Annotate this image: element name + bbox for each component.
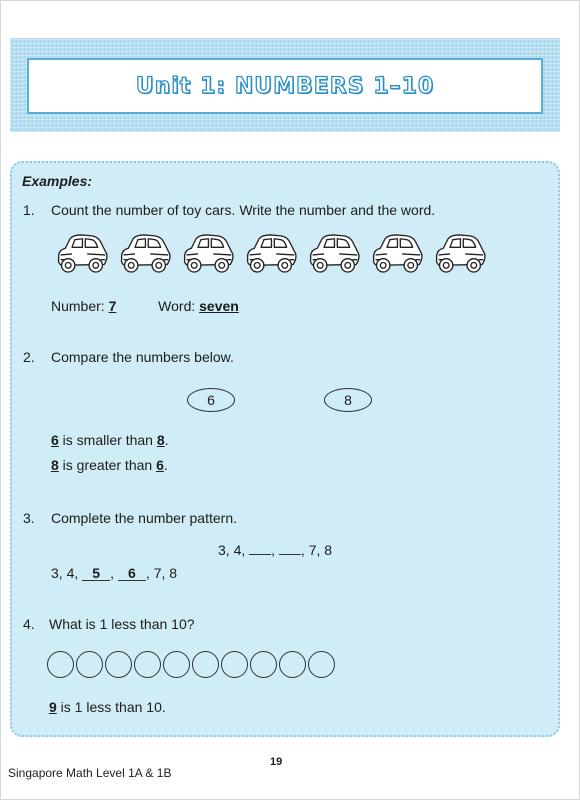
pattern-answer: 3, 4, 5 , 6 , 7, 8 — [51, 565, 178, 581]
compare-1-period: . — [164, 432, 169, 448]
number-label: Number: — [51, 298, 105, 314]
counting-circle — [163, 651, 190, 678]
q1-answer-line — [51, 299, 239, 313]
question-4-number: 4. — [23, 616, 35, 632]
number-oval-right: 8 — [324, 388, 372, 412]
question-4-text: What is 1 less than 10? — [49, 616, 195, 632]
toy-cars-row — [53, 230, 488, 278]
pattern-blank-2 — [279, 542, 301, 555]
question-1-number: 1. — [23, 202, 35, 218]
q4-answer-text: is 1 less than 10. — [56, 699, 166, 715]
question-1-text: Count the number of toy cars. Write the number and the word. — [51, 202, 436, 218]
unit-title: Unit 1: NUMBERS 1–10 — [135, 73, 435, 99]
q4-answer: 9 — [49, 699, 57, 715]
toy-car-icon — [179, 230, 236, 276]
counting-circle — [308, 651, 335, 678]
answer-blank-2: 6 — [118, 566, 146, 581]
compare-1-answer-b: 8 — [156, 432, 165, 448]
compare-line-1 — [51, 433, 169, 447]
number-pattern: 3, 4, , , 7, 8 — [218, 542, 333, 558]
toy-car-icon — [431, 230, 488, 276]
counting-circle — [221, 651, 248, 678]
examples-label: Examples: — [22, 173, 93, 189]
counting-circle — [105, 651, 132, 678]
pattern-end: , 7, 8 — [300, 542, 333, 558]
page-number: 19 — [270, 756, 283, 768]
counting-circles — [47, 651, 335, 678]
compare-1-answer-a: 6 — [51, 432, 59, 448]
answer-blank-1: 5 — [82, 566, 110, 581]
compare-2-text: is greater than — [58, 457, 157, 473]
title-box — [27, 58, 543, 114]
question-3-number: 3. — [23, 510, 35, 526]
pattern-start: 3, 4, — [218, 542, 250, 558]
counting-circle — [279, 651, 306, 678]
compare-2-answer-a: 8 — [51, 457, 59, 473]
compare-line-2 — [51, 458, 168, 472]
toy-car-icon — [53, 230, 110, 276]
number-answer: 7 — [108, 298, 117, 314]
counting-circle — [47, 651, 74, 678]
word-answer: seven — [199, 298, 239, 314]
counting-circle — [134, 651, 161, 678]
answer-end: , 7, 8 — [145, 565, 178, 581]
title-banner — [10, 38, 560, 132]
word-label: Word: — [158, 298, 196, 314]
toy-car-icon — [242, 230, 299, 276]
pattern-blank-1 — [249, 542, 271, 555]
question-2-number: 2. — [23, 349, 35, 365]
number-oval-left: 6 — [187, 388, 235, 412]
compare-2-period: . — [163, 457, 168, 473]
toy-car-icon — [368, 230, 425, 276]
q4-answer-line — [49, 700, 166, 714]
counting-circle — [192, 651, 219, 678]
question-3-text: Complete the number pattern. — [51, 510, 237, 526]
question-2-text: Compare the numbers below. — [51, 349, 234, 365]
toy-car-icon — [116, 230, 173, 276]
compare-2-answer-b: 6 — [156, 457, 164, 473]
answer-start: 3, 4, — [51, 565, 83, 581]
footer-text: Singapore Math Level 1A & 1B — [8, 766, 172, 780]
toy-car-icon — [305, 230, 362, 276]
counting-circle — [76, 651, 103, 678]
counting-circle — [250, 651, 277, 678]
compare-1-text: is smaller than — [58, 432, 157, 448]
